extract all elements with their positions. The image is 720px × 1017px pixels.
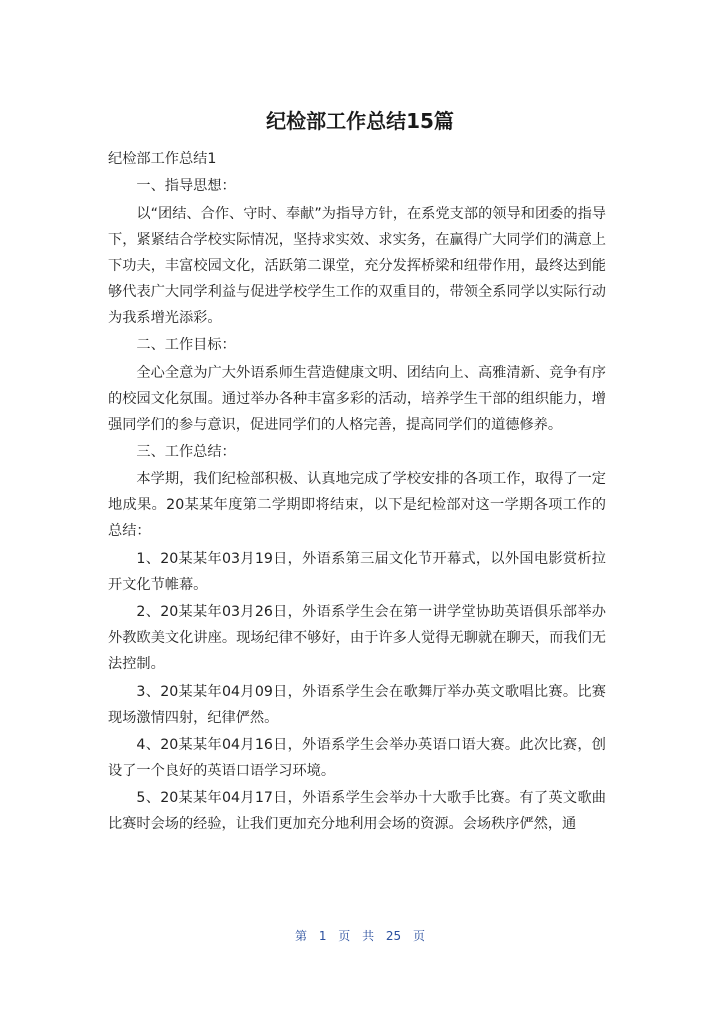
heading-guiding-ideology: 一、指导思想： <box>136 178 236 195</box>
document-body <box>108 146 606 839</box>
list-item: 1、20某某年03月19日，外语系第三届文化节开幕式，以外国电影赏析拉开文化节帷幕。 <box>108 550 606 593</box>
paragraph-work-summary-intro: 本学期，我们纪检部积极、认真地完成了学校安排的各项工作，取得了一定地成果。20某某年度第二学期即将结束，以下是纪检部对这一学期各项工作的总结： <box>108 471 606 540</box>
heading-work-summary: 三、工作总结： <box>136 443 236 460</box>
paragraph-work-goals: 全心全意为广大外语系师生营造健康文明、团结向上、高雅清新、竞争有序的校园文化氛围。通过举办各种丰富多彩的活动，培养学生干部的组织能力，增强同学们的参与意识，促进同学们的人格完善，提高同学们的道德修养。 <box>108 364 606 433</box>
paragraph-guiding-ideology: 以“团结、合作、守时、奉献”为指导方针，在系党支部的领导和团委的指导下，紧紧结合学校实际情况，坚持求实效、求实务，在赢得广大同学们的满意上下功夫，丰富校园文化，活跃第二课堂，充分发挥桥梁和纽带作用，最终达到能够代表广大同学利益与促进学校学生工作的双重目的，带领全系同学以实际行动为我系增光添彩。 <box>108 205 606 326</box>
section-heading: 纪检部工作总结1 <box>108 151 217 167</box>
heading-work-goals: 二、工作目标： <box>136 337 236 354</box>
document-title: 纪检部工作总结15篇 <box>266 109 454 133</box>
list-item: 4、20某某年04月16日，外语系学生会举办英语口语大赛。此次比赛，创设了一个良好的英语口语学习环境。 <box>108 736 606 779</box>
list-item: 3、20某某年04月09日，外语系学生会在歌舞厅举办英文歌唱比赛。比赛现场激情四射，纪律俨然。 <box>108 683 606 726</box>
page-number-footer: 第 1 页 共 25 页 <box>295 929 425 943</box>
list-item: 2、20某某年03月26日，外语系学生会在第一讲学堂协助英语俱乐部举办外教欧美文化讲座。现场纪律不够好，由于许多人觉得无聊就在聊天，而我们无法控制。 <box>108 604 606 673</box>
list-item: 5、20某某年04月17日，外语系学生会举办十大歌手比赛。有了英文歌曲比赛时会场的经验，让我们更加充分地利用会场的资源。会场秩序俨然，通 <box>108 790 606 833</box>
